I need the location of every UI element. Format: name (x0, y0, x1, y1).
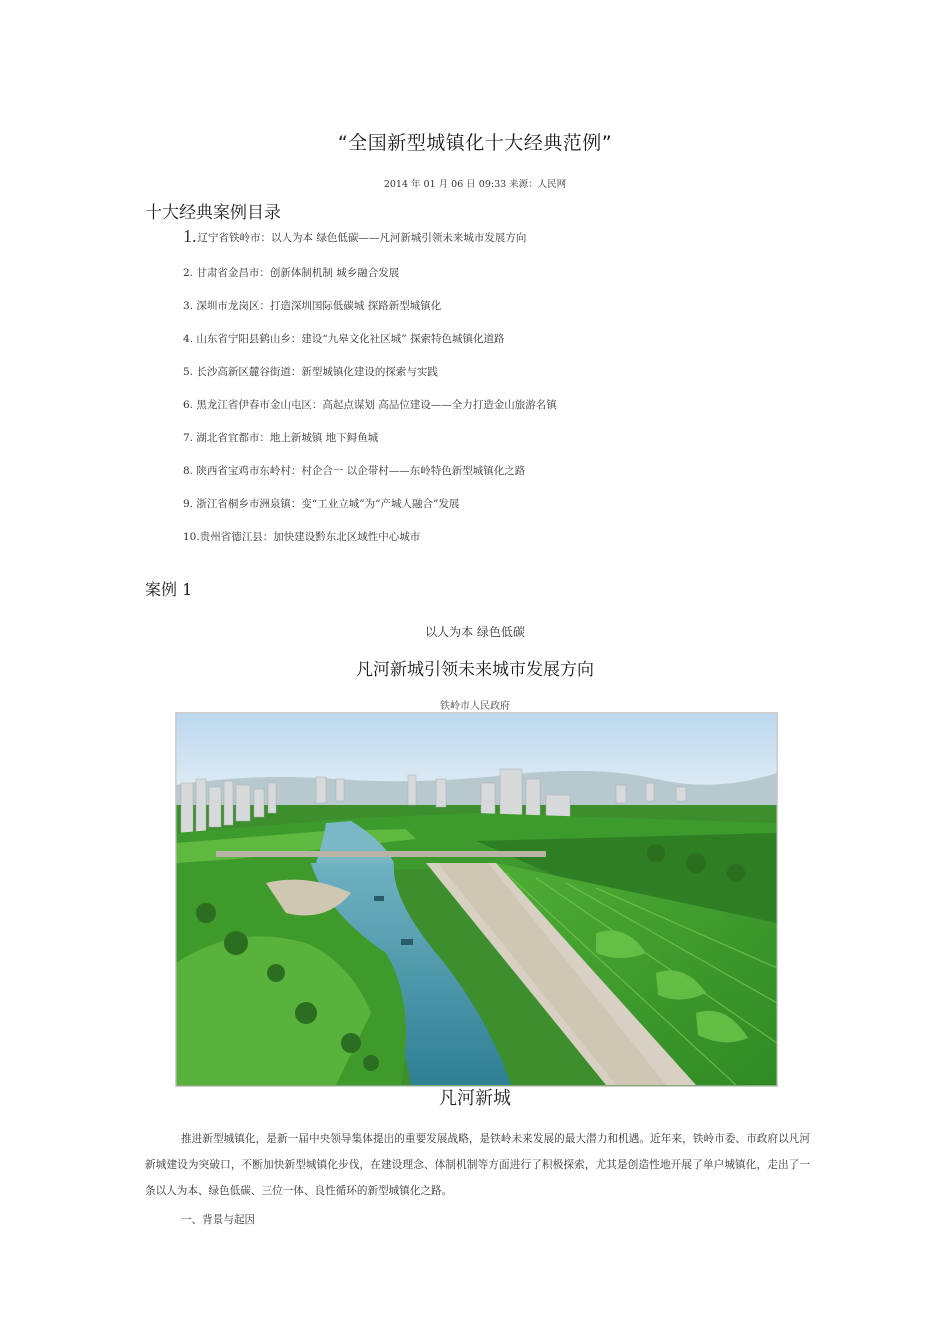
toc-item-2[interactable] (183, 265, 399, 280)
page-title: “全国新型城镇化十大经典范例” (337, 132, 613, 154)
case-title: 凡河新城引领未来城市发展方向 (356, 660, 594, 680)
aerial-photo (175, 712, 778, 1087)
dateline: 2014 年 01 月 06 日 09:33 来源：人民网 (383, 179, 567, 190)
toc-item-number: 6. (183, 399, 194, 411)
photo-caption: 凡河新城 (439, 1088, 511, 1109)
toc-item-number: 8. (183, 465, 194, 477)
toc-item-text: 湖北省宜都市：地上新城镇 地下鲟鱼城 (196, 432, 379, 444)
toc-item-number: 4. (183, 333, 194, 345)
toc-item-text: 陕西省宝鸡市东岭村：村企合一 以企带村——东岭特色新型城镇化之路 (196, 465, 526, 477)
toc-item-text: 辽宁省铁岭市：以人为本 绿色低碳——凡河新城引领未来城市发展方向 (197, 232, 527, 244)
toc-item-text: 长沙高新区麓谷街道：新型城镇化建设的探索与实践 (196, 366, 438, 378)
toc-item-1[interactable] (183, 226, 526, 247)
toc-item-8[interactable] (183, 463, 525, 478)
toc-item-number: 2. (183, 267, 194, 279)
toc-item-6[interactable] (183, 397, 557, 412)
toc-heading: 十大经典案例目录 (145, 203, 281, 223)
toc-item-text: 山东省宁阳县鹤山乡：建设“九皋文化社区城” 探索特色城镇化道路 (196, 333, 505, 345)
toc-item-number: 3. (183, 300, 194, 312)
toc-item-9[interactable] (183, 496, 459, 511)
case-author: 铁岭市人民政府 (440, 701, 510, 712)
toc-item-number: 9. (183, 498, 194, 510)
section-heading: 一、背景与起因 (181, 1214, 256, 1226)
toc-item-text: 贵州省德江县：加快建设黔东北区域性中心城市 (199, 531, 421, 543)
toc-item-number: 5. (183, 366, 194, 378)
toc-item-text: 黑龙江省伊春市金山屯区：高起点谋划 高品位建设——全力打造金山旅游名镇 (196, 399, 557, 411)
toc-item-3[interactable] (183, 298, 441, 313)
case-subtitle: 以人为本 绿色低碳 (425, 625, 525, 639)
toc-item-text: 深圳市龙岗区：打造深圳国际低碳城 探路新型城镇化 (196, 300, 442, 312)
aerial-photo-illustration (176, 713, 777, 1086)
toc-item-10[interactable] (183, 529, 420, 544)
intro-paragraph: 推进新型城镇化，是新一届中央领导集体提出的重要发展战略，是铁岭未来发展的最大潜力和机遇。近年来，铁岭市委、市政府以凡河新城建设为突破口，不断加快新型城镇化步伐，在建设理念、体制机制等方面进行了积极探索，尤其是创造性地开展了单户城镇化，走出了一条以人为本、绿色低碳、三位一体、良性循环的新型城镇化之路。 (145, 1133, 810, 1197)
case-heading: 案例 1 (145, 580, 193, 599)
toc-item-4[interactable] (183, 331, 504, 346)
toc-item-number: 10. (183, 531, 200, 543)
toc-item-text: 甘肃省金昌市：创新体制机制 城乡融合发展 (196, 267, 400, 279)
toc-item-number: 7. (183, 432, 194, 444)
toc-item-5[interactable] (183, 364, 438, 379)
toc-item-7[interactable] (183, 430, 378, 445)
toc-item-text: 浙江省桐乡市洲泉镇：变“工业立城”为“产城人融合”发展 (196, 498, 460, 510)
toc-item-number: 1. (183, 226, 197, 246)
